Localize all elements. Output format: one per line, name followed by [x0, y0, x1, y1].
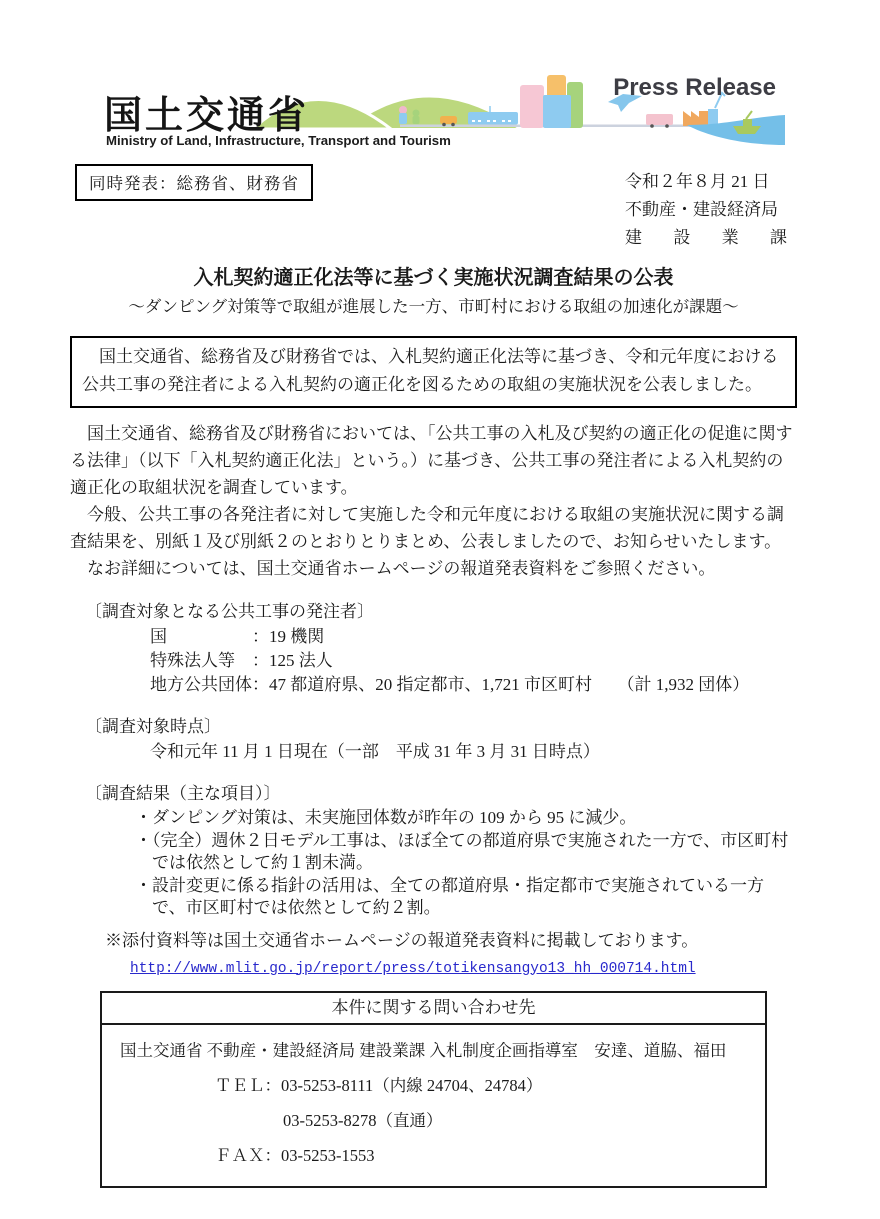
page-subtitle: ～ダンピング対策等で取組が進展した一方、市町村における取組の加速化が課題～ — [128, 297, 739, 316]
simultaneous-release-box: 同時発表：総務省、財務省 — [75, 164, 313, 201]
division-name: 建設業課 — [625, 228, 787, 247]
survey-target-row — [70, 673, 797, 697]
press-release-label: Press Release — [613, 74, 776, 101]
attachment-url-link[interactable]: http://www.mlit.go.jp/report/press/totikensangyo13_hh_000714.html — [130, 960, 696, 977]
survey-target-row — [70, 625, 797, 649]
row-label: 特殊法人等 — [150, 651, 235, 670]
summary-box: 国土交通省、総務省及び財務省では、入札契約適正化法等に基づき、令和元年度における公共工事の発注者による入札契約の適正化を図るための取組の実施状況を公表しました。 — [70, 336, 797, 408]
date-block — [625, 168, 787, 252]
section-survey-results — [70, 780, 797, 920]
row-value: ：125 法人 — [252, 651, 333, 670]
mlit-logo-text: 国土交通省 — [104, 95, 310, 137]
row-value: ：19 機関 — [252, 627, 325, 646]
buildings-icon — [520, 75, 583, 128]
body-paragraph: 国土交通省、総務省及び財務省においては、「公共工事の入札及び契約の適正化の促進に関する法律」（以下「入札契約適正化法」という。）に基づき、公共工事の発注者による入札契約の適正化の取組状況を調査しています。 — [70, 424, 793, 497]
release-date: 令和２年８月 21 日 — [625, 172, 770, 191]
section-survey-targets — [70, 598, 797, 697]
contact-box-header: 本件に関する問い合わせ先 — [102, 993, 765, 1025]
survey-time-value: 令和元年 11 月 1 日現在（一部 平成 31 年 3 月 31 日時点） — [150, 742, 600, 761]
bureau-name: 不動産・建設経済局 — [625, 200, 778, 219]
body-paragraphs — [70, 420, 797, 582]
body-paragraph: なお詳細については、国土交通省ホームページの報道発表資料をご参照ください。 — [70, 559, 716, 578]
section-heading: 〔調査結果（主な項目）〕 — [85, 784, 281, 803]
row-label: 国 — [150, 627, 167, 646]
mlit-logo-subtitle: Ministry of Land, Infrastructure, Transport and Tourism — [106, 133, 451, 148]
contact-tel-direct-line: 03-5253-8278（直通） — [283, 1110, 443, 1130]
document-body — [70, 264, 797, 1188]
body-paragraph: 今般、公共工事の各発注者に対して実施した令和元年度における取組の実施状況に関する調査結果を、別紙１及び別紙２のとおりとりまとめ、公表しましたので、お知らせいたします。 — [70, 505, 784, 551]
page-title: 入札契約適正化法等に基づく実施状況調査結果の公表 — [193, 267, 674, 289]
section-heading: 〔調査対象時点〕 — [85, 717, 221, 736]
section-survey-time — [70, 713, 797, 764]
result-bullet: ・ダンピング対策は、未実施団体数が昨年の 109 から 95 に減少。 — [135, 808, 637, 827]
result-bullet: ・（完全）週休２日モデル工事は、ほぼ全ての都道府県で実施された一方で、市区町村では依然として約１割未満。 — [135, 830, 789, 872]
row-value: ：47 都道府県、20 指定都市、1,721 市区町村 （計 1,932 団体） — [252, 675, 750, 694]
section-heading: 〔調査対象となる公共工事の発注者〕 — [85, 602, 374, 621]
survey-target-row — [70, 649, 797, 673]
attachment-url-line — [130, 955, 797, 981]
contact-box — [100, 991, 767, 1188]
contact-tel-line: ＴＥＬ：03-5253-8111（内線 24704、24784） — [215, 1075, 543, 1095]
contact-department-line: 国土交通省 不動産・建設経済局 建設業課 入札制度企画指導室 安達、道脇、福田 — [120, 1040, 727, 1060]
attachment-note: ※添付資料等は国土交通省ホームページの報道発表資料に掲載しております。 — [105, 930, 699, 950]
result-bullet: ・設計変更に係る指針の活用は、全ての都道府県・指定都市で実施されている一方で、市区町村では依然として約２割。 — [135, 875, 764, 917]
contact-fax-line: ＦＡＸ：03-5253-1553 — [215, 1145, 375, 1165]
row-label: 地方公共団体 — [150, 675, 252, 694]
contact-box-body — [102, 1025, 765, 1186]
